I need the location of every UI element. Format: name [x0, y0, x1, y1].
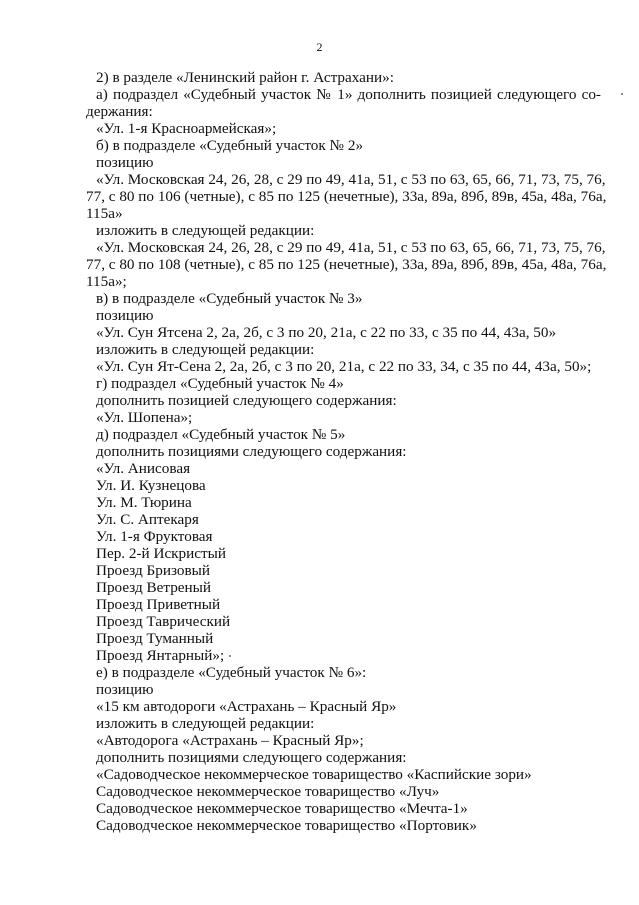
- text-line: изложить в следующей редакции:: [96, 341, 315, 358]
- text-line: «Ул. Сун Ят-Сена 2, 2а, 2б, с 3 по 20, 21а, с 22 по 33, 34, с 35 по 44, 43а, 50»;: [96, 358, 592, 375]
- text-line: Проезд Бризовый: [96, 562, 210, 579]
- text-line: Проезд Таврический: [96, 613, 231, 630]
- scan-speck: [229, 655, 231, 657]
- text-line: Садоводческое некоммерческое товарищество «Портовик»: [96, 817, 477, 834]
- text-line: изложить в следующей редакции:: [96, 715, 315, 732]
- text-line: «Садоводческое некоммерческое товарищество «Каспийские зори»: [96, 766, 532, 783]
- page-number: 2: [316, 40, 323, 54]
- text-line: Садоводческое некоммерческое товарищество «Луч»: [96, 783, 440, 800]
- text-line: Ул. С. Аптекаря: [96, 511, 199, 528]
- text-line: дополнить позициями следующего содержания:: [96, 749, 407, 766]
- text-line: дополнить позициями следующего содержания:: [96, 443, 407, 460]
- text-line: 77, с 80 по 106 (четные), с 85 по 125 (нечетные), 33а, 89а, 89б, 89в, 45а, 48а, 76а,: [86, 188, 607, 205]
- text-line: а) подраздел «Судебный участок № 1» дополнить позицией следующего со-: [96, 86, 601, 103]
- text-line: Проезд Приветный: [96, 596, 221, 613]
- text-line: «15 км автодороги «Астрахань – Красный Яр»: [96, 698, 397, 715]
- text-line: позицию: [96, 154, 154, 171]
- text-line: Ул. 1-я Фруктовая: [96, 528, 213, 545]
- scan-speck: [621, 93, 623, 95]
- text-line: Проезд Туманный: [96, 630, 214, 647]
- text-line: Ул. М. Тюрина: [96, 494, 192, 511]
- text-line: 115а»;: [86, 273, 127, 290]
- text-line: 77, с 80 по 108 (четные), с 85 по 125 (нечетные), 33а, 89а, 89б, 89в, 45а, 48а, 76а,: [86, 256, 607, 273]
- text-line: «Ул. Шопена»;: [96, 409, 193, 426]
- text-line: изложить в следующей редакции:: [96, 222, 315, 239]
- text-line: «Автодорога «Астрахань – Красный Яр»;: [96, 732, 364, 749]
- text-line: «Ул. 1-я Красноармейская»;: [96, 120, 277, 137]
- text-line: Проезд Янтарный»;: [96, 647, 225, 664]
- text-line: Проезд Ветреный: [96, 579, 212, 596]
- text-line: д) подраздел «Судебный участок № 5»: [96, 426, 346, 443]
- text-line: держания:: [86, 103, 153, 120]
- text-line: б) в подразделе «Судебный участок № 2»: [96, 137, 364, 154]
- text-line: «Ул. Московская 24, 26, 28, с 29 по 49, 41а, 51, с 53 по 63, 65, 66, 71, 73, 75, 76,: [96, 239, 606, 256]
- text-line: Садоводческое некоммерческое товарищество «Мечта-1»: [96, 800, 468, 817]
- text-line: позицию: [96, 307, 154, 324]
- text-line: позицию: [96, 681, 154, 698]
- text-line: дополнить позицией следующего содержания:: [96, 392, 397, 409]
- text-line: 2) в разделе «Ленинский район г. Астрахани»:: [96, 69, 394, 86]
- text-line: «Ул. Сун Ятсена 2, 2а, 2б, с 3 по 20, 21а, с 22 по 33, с 35 по 44, 43а, 50»: [96, 324, 557, 341]
- text-line: в) в подразделе «Судебный участок № 3»: [96, 290, 363, 307]
- text-line: Ул. И. Кузнецова: [96, 477, 206, 494]
- text-line: г) подраздел «Судебный участок № 4»: [96, 375, 344, 392]
- text-line: «Ул. Московская 24, 26, 28, с 29 по 49, 41а, 51, с 53 по 63, 65, 66, 71, 73, 75, 76,: [96, 171, 606, 188]
- text-line: Пер. 2-й Искристый: [96, 545, 226, 562]
- text-line: е) в подразделе «Судебный участок № 6»:: [96, 664, 367, 681]
- text-line: «Ул. Анисовая: [96, 460, 191, 477]
- text-line: 115а»: [86, 205, 123, 222]
